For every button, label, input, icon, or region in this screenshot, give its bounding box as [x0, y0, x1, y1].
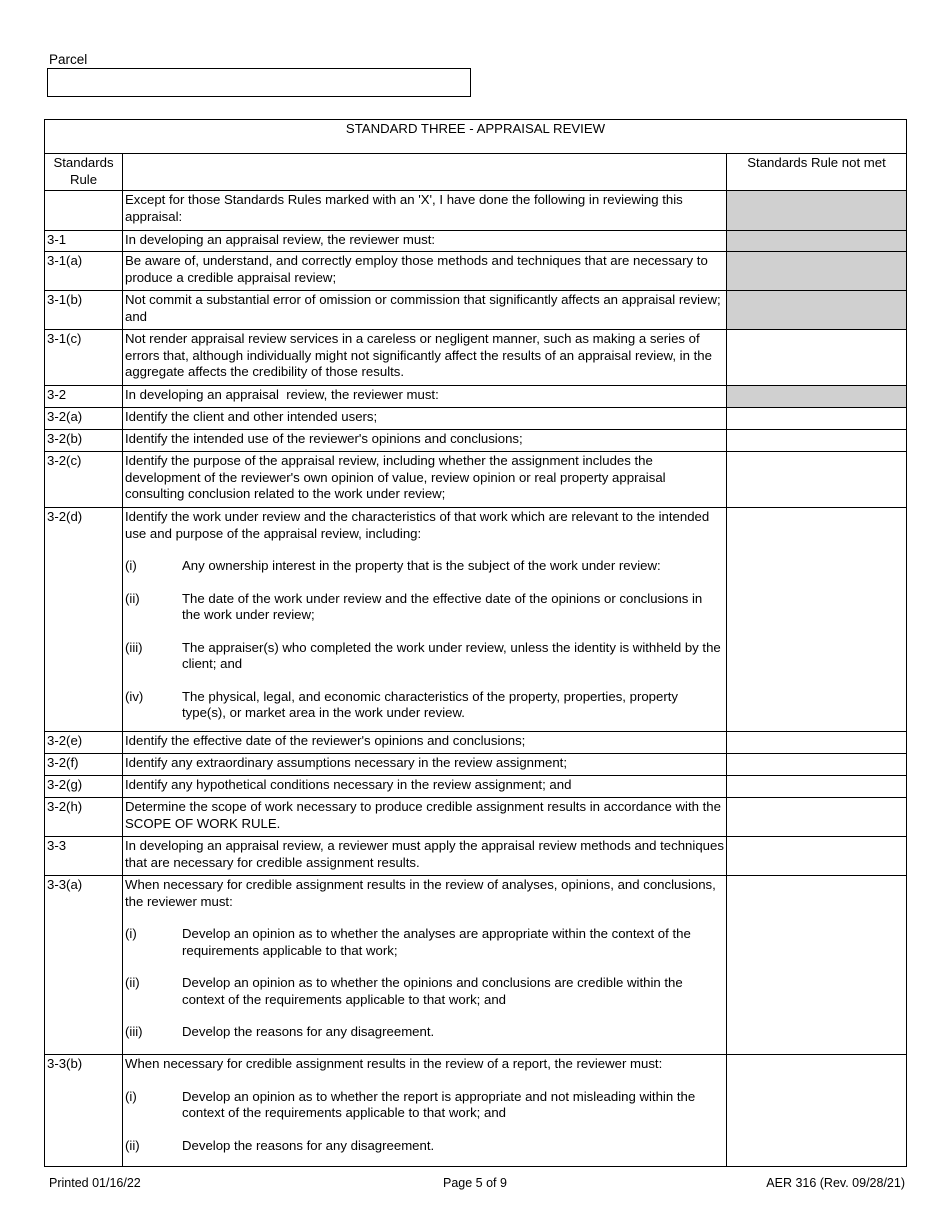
rule-text: In developing an appraisal review, a reviewer must apply the appraisal review methods and techniques that are necessary for credible assignment results. [123, 837, 727, 876]
intro-not-met-cell [727, 191, 907, 231]
rule-not-met-cell[interactable] [727, 798, 907, 837]
rule-text: Not commit a substantial error of omission or commission that significantly affects an appraisal review; and [123, 291, 727, 330]
sub-item-number: (ii) [125, 590, 140, 606]
sub-item-text: Any ownership interest in the property that is the subject of the work under review: [182, 558, 661, 573]
rule-number: 3-2(h) [45, 798, 123, 837]
rule-not-met-cell[interactable] [727, 754, 907, 776]
rule-not-met-cell[interactable] [727, 408, 907, 430]
rule-text: In developing an appraisal review, the reviewer must: [123, 386, 727, 408]
rule-not-met-cell[interactable] [727, 430, 907, 452]
rule-not-met-cell [727, 291, 907, 330]
page-number: Page 5 of 9 [443, 1176, 507, 1190]
rule-not-met-cell [727, 252, 907, 291]
sub-item [125, 1089, 724, 1122]
sub-item [125, 1024, 724, 1041]
rule-text-cell [123, 876, 727, 1055]
rule-not-met-cell[interactable] [727, 330, 907, 386]
rule-text: Identify the purpose of the appraisal review, including whether the assignment includes the development of the reviewer's own opinion of value, review opinion or real property appraisal consulting conclusion related to the work under review; [123, 452, 727, 508]
sub-item [125, 1138, 724, 1155]
rule-number: 3-3(b) [45, 1055, 123, 1167]
rule-number: 3-2(f) [45, 754, 123, 776]
sub-item-text: The physical, legal, and economic characteristics of the property, properties, property type(s), or market area in the work under review. [182, 688, 678, 720]
rule-number: 3-2(g) [45, 776, 123, 798]
rule-not-met-header: Standards Rule not met [727, 154, 907, 191]
table-title: STANDARD THREE - APPRAISAL REVIEW [45, 120, 907, 154]
standards-rule-header: Standards Rule [45, 154, 123, 191]
rule-number: 3-2 [45, 386, 123, 408]
rule-text-cell [123, 508, 727, 732]
parcel-label: Parcel [49, 52, 88, 67]
rule-number: 3-2(b) [45, 430, 123, 452]
rule-not-met-cell[interactable] [727, 508, 907, 732]
rule-text-cell [123, 1055, 727, 1167]
rule-not-met-cell [727, 386, 907, 408]
sub-item-text: Develop an opinion as to whether the opinions and conclusions are credible within the context of the requirements applicable to that work; and [182, 975, 683, 1007]
sub-item-number: (ii) [125, 975, 140, 990]
rule-number: 3-2(e) [45, 732, 123, 754]
intro-rule-cell [45, 191, 123, 231]
sub-item-number: (ii) [125, 1137, 140, 1153]
sub-item-number: (iii) [125, 1024, 143, 1039]
sub-item-text: Develop the reasons for any disagreement. [182, 1137, 435, 1153]
sub-item [125, 689, 724, 722]
sub-item-text: Develop an opinion as to whether the report is appropriate and not misleading within the context of the requirements applicable to that work; and [182, 1088, 696, 1120]
rule-not-met-cell[interactable] [727, 1055, 907, 1167]
rule-text: Determine the scope of work necessary to produce credible assignment results in accordance with the SCOPE OF WORK RULE. [123, 798, 727, 837]
sub-item-number: (iv) [125, 688, 144, 704]
sub-item [125, 640, 724, 673]
rule-not-met-cell[interactable] [727, 776, 907, 798]
rule-text: Be aware of, understand, and correctly employ those methods and techniques that are necessary to produce a credible appraisal review; [123, 252, 727, 291]
parcel-input[interactable] [47, 68, 471, 97]
rule-text: Not render appraisal review services in a careless or negligent manner, such as making a series of errors that, although individually might not significantly affect the results of an appraisal review, in the aggregate affects the credibility of those results. [123, 330, 727, 386]
rule-text: Identify the effective date of the reviewer's opinions and conclusions; [123, 732, 727, 754]
description-header [123, 154, 727, 191]
rule-number: 3-2(d) [45, 508, 123, 732]
rule-not-met-cell[interactable] [727, 876, 907, 1055]
standard-three-table [44, 119, 907, 1167]
sub-item [125, 926, 724, 959]
rule-number: 3-1(b) [45, 291, 123, 330]
sub-item-number: (i) [125, 926, 137, 941]
sub-item-text: The date of the work under review and the effective date of the opinions or conclusions in the work under review; [182, 590, 703, 622]
sub-item-text: The appraiser(s) who completed the work under review, unless the identity is withheld by the client; and [182, 639, 721, 671]
rule-not-met-cell[interactable] [727, 452, 907, 508]
rule-text: Identify the client and other intended users; [123, 408, 727, 430]
rule-text: Identify any extraordinary assumptions necessary in the review assignment; [123, 754, 727, 776]
rule-text: In developing an appraisal review, the reviewer must: [123, 231, 727, 252]
rule-text: When necessary for credible assignment results in the review of a report, the reviewer must: [125, 1056, 663, 1071]
sub-item [125, 558, 724, 575]
rule-not-met-cell[interactable] [727, 732, 907, 754]
sub-item [125, 975, 724, 1008]
rule-number: 3-2(a) [45, 408, 123, 430]
printed-date: Printed 01/16/22 [49, 1176, 141, 1190]
sub-item-number: (i) [125, 1088, 137, 1104]
sub-item-text: Develop an opinion as to whether the analyses are appropriate within the context of the requirements applicable to that work; [182, 926, 691, 958]
rule-text: When necessary for credible assignment results in the review of analyses, opinions, and conclusions, the reviewer must: [125, 877, 716, 909]
sub-item-number: (iii) [125, 639, 143, 655]
rule-not-met-cell [727, 231, 907, 252]
rule-not-met-cell[interactable] [727, 837, 907, 876]
rule-number: 3-3(a) [45, 876, 123, 1055]
rule-text: Identify the work under review and the characteristics of that work which are relevant to the intended use and purpose of the appraisal review, including: [125, 509, 710, 541]
sub-item [125, 591, 724, 624]
form-number: AER 316 (Rev. 09/28/21) [766, 1176, 905, 1190]
rule-number: 3-2(c) [45, 452, 123, 508]
sub-item-number: (i) [125, 558, 137, 573]
rule-number: 3-1(c) [45, 330, 123, 386]
sub-item-text: Develop the reasons for any disagreement. [182, 1024, 435, 1039]
rule-text: Identify the intended use of the reviewer's opinions and conclusions; [123, 430, 727, 452]
rule-text: Identify any hypothetical conditions necessary in the review assignment; and [123, 776, 727, 798]
rule-number: 3-1 [45, 231, 123, 252]
rule-number: 3-1(a) [45, 252, 123, 291]
rule-number: 3-3 [45, 837, 123, 876]
intro-statement: Except for those Standards Rules marked with an 'X', I have done the following in reviewing this appraisal: [123, 191, 727, 231]
